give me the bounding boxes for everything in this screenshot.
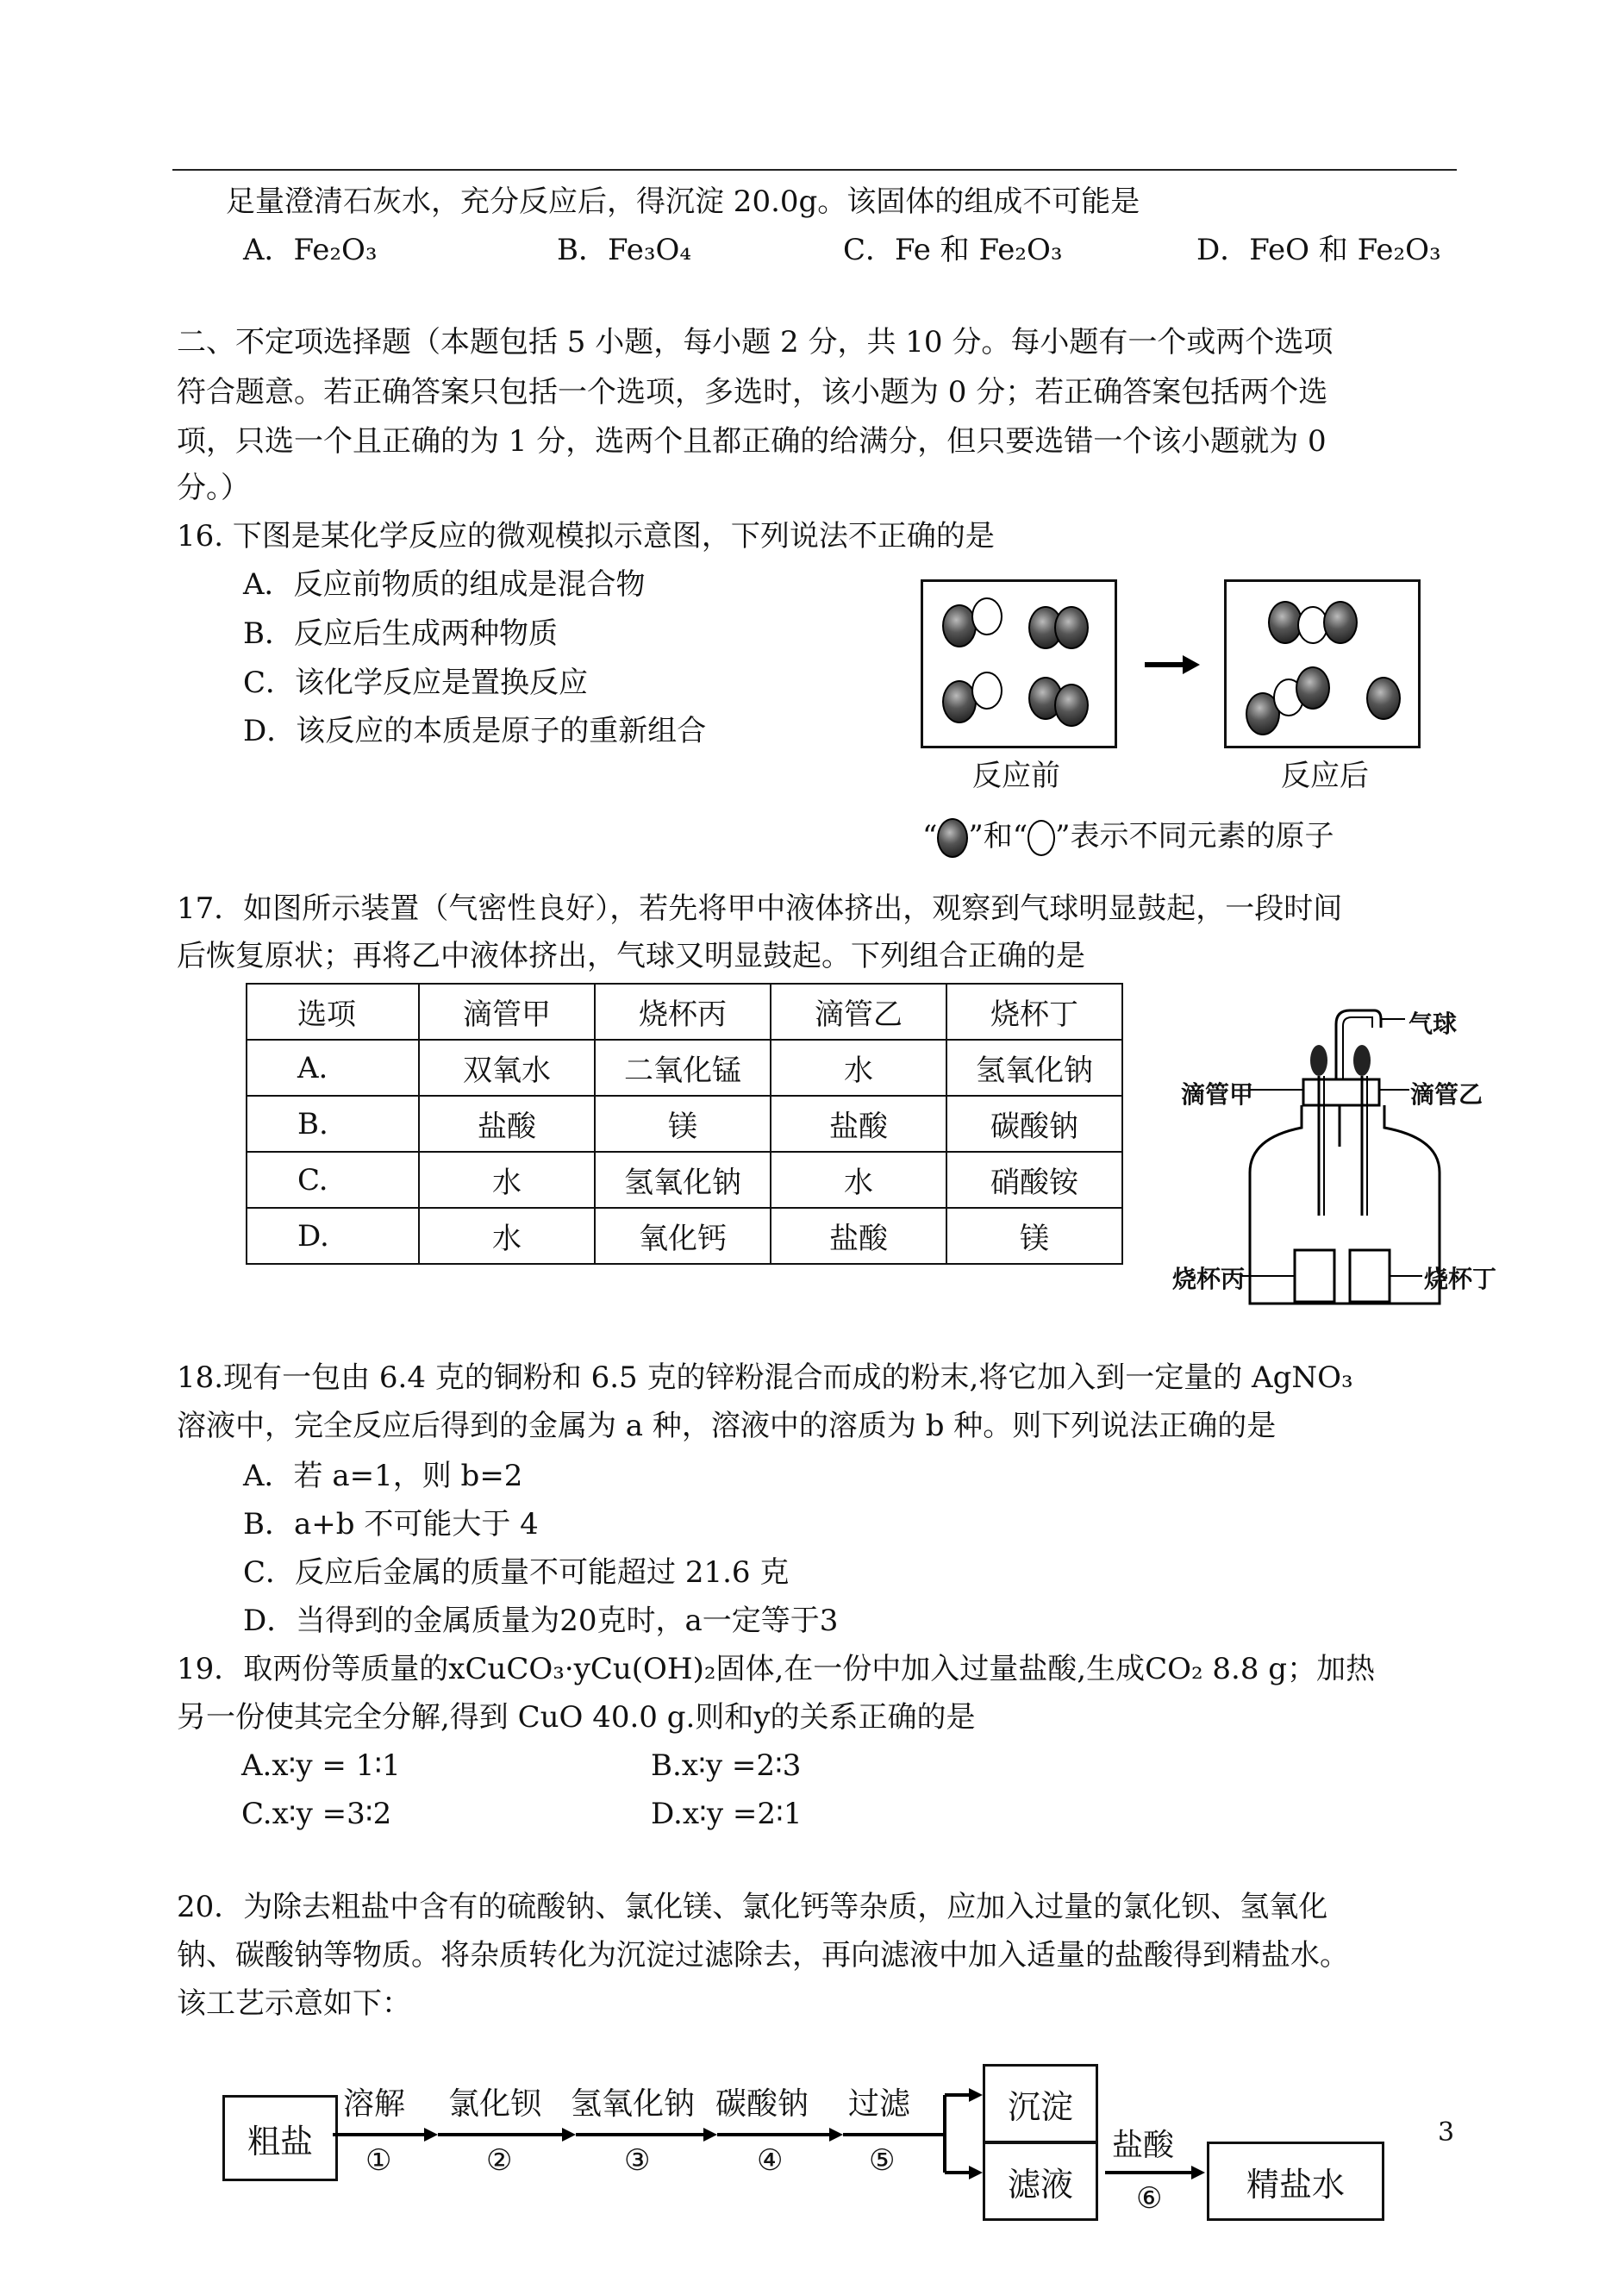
label-before: 反应前 <box>972 759 1060 793</box>
table-cell: 水 <box>419 1152 595 1208</box>
q17-stem-2: 后恢复原状；再将乙中液体挤出，气球又明显鼓起。下列组合正确的是 <box>177 939 1085 973</box>
table-cell: 盐酸 <box>771 1096 946 1152</box>
q18-option-c: C．反应后金属的质量不可能超过 21.6 克 <box>243 1555 790 1590</box>
table-cell: 氢氧化钠 <box>946 1040 1122 1096</box>
dark-atom <box>1323 601 1358 644</box>
table-row <box>247 1152 1122 1208</box>
q18-stem-2: 溶液中，完全反应后得到的金属为 a 种，溶液中的溶质为 b 种。则下列说法正确的是 <box>177 1409 1277 1443</box>
table-header-cell: 滴管乙 <box>771 984 946 1040</box>
flow-step-na2co3: 碳酸钠 <box>715 2086 809 2122</box>
q18-option-b: B．a+b 不可能大于 4 <box>243 1507 539 1541</box>
label-balloon: 气球 <box>1409 1010 1458 1038</box>
reaction-before-box <box>921 579 1117 748</box>
table-header-row <box>247 984 1122 1040</box>
q16-option-c: C．该化学反应是置换反应 <box>243 666 589 700</box>
label-beaker-c: 烧杯丙 <box>1172 1265 1246 1293</box>
table-row <box>247 1208 1122 1264</box>
section2-line2: 符合题意。若正确答案只包括一个选项，多选时，该小题为 0 分；若正确答案包括两个选 <box>177 375 1328 410</box>
table-header-cell: 烧杯丁 <box>946 984 1122 1040</box>
dark-atom <box>1054 606 1089 649</box>
q15-option-c: C．Fe 和 Fe₂O₃ <box>843 233 1063 267</box>
q18-option-d: D．当得到的金属质量为20克时，a一定等于3 <box>243 1604 839 1638</box>
table-cell: 水 <box>771 1040 946 1096</box>
flow-step-hcl: 盐酸 <box>1112 2128 1175 2163</box>
q17-options-table <box>246 983 1123 1265</box>
q19-option-a: A.x∶y = 1∶1 <box>241 1748 401 1783</box>
table-cell: A. <box>247 1040 419 1096</box>
reaction-arrow <box>1143 652 1203 678</box>
q19-option-c: C.x∶y =3∶2 <box>241 1797 392 1831</box>
page-number: 3 <box>1438 2117 1455 2148</box>
q19-option-d: D.x∶y =2∶1 <box>651 1797 803 1831</box>
flow-crude-salt: 粗盐 <box>222 2095 338 2181</box>
q18-option-a: A．若 a=1，则 b=2 <box>243 1459 523 1493</box>
table-cell: 水 <box>419 1208 595 1264</box>
table-row <box>247 1040 1122 1096</box>
table-cell: D. <box>247 1208 419 1264</box>
table-header-cell: 烧杯丙 <box>595 984 771 1040</box>
header-rule <box>172 169 1457 171</box>
q19-stem-2: 另一份使其完全分解,得到 CuO 40.0 g.则和y的关系正确的是 <box>177 1700 976 1735</box>
table-cell: B. <box>247 1096 419 1152</box>
label-beaker-d: 烧杯丁 <box>1424 1265 1497 1293</box>
dark-atom-icon <box>937 818 968 858</box>
q19-option-b: B.x∶y =2∶3 <box>651 1748 802 1783</box>
light-atom-icon <box>1027 820 1055 856</box>
q15-stem-tail: 足量澄清石灰水，充分反应后，得沉淀 20.0g。该固体的组成不可能是 <box>226 184 1140 219</box>
flow-num-5: ⑤ <box>869 2143 896 2178</box>
table-row <box>247 1096 1122 1152</box>
table-cell: 盐酸 <box>419 1096 595 1152</box>
section2-line1: 二、不定项选择题（本题包括 5 小题，每小题 2 分，共 10 分。每小题有一个或两个选项 <box>177 325 1334 360</box>
q17-stem-1: 17．如图所示装置（气密性良好），若先将甲中液体挤出，观察到气球明显鼓起，一段时间 <box>177 891 1343 926</box>
label-dropper-b: 滴管乙 <box>1410 1080 1483 1109</box>
label-after: 反应后 <box>1281 759 1369 793</box>
flow-precipitate: 沉淀 <box>983 2064 1098 2143</box>
table-cell: 碳酸钠 <box>946 1096 1122 1152</box>
table-cell: 水 <box>771 1152 946 1208</box>
q15-option-d: D．FeO 和 Fe₂O₃ <box>1196 233 1441 267</box>
q15-option-a: A．Fe₂O₃ <box>243 233 378 267</box>
flow-step-filter: 过滤 <box>848 2086 911 2122</box>
label-dropper-a: 滴管甲 <box>1181 1080 1254 1109</box>
flow-step-naoh: 氢氧化钠 <box>571 2086 696 2122</box>
q15-option-b: B．Fe₃O₄ <box>557 233 691 267</box>
table-cell: 氧化钙 <box>595 1208 771 1264</box>
reaction-after-box <box>1224 579 1421 748</box>
q16-legend: “ ”和“ ”表示不同元素的原子 <box>922 817 1334 858</box>
flow-filtrate: 滤液 <box>983 2142 1098 2221</box>
table-cell: 硝酸铵 <box>946 1152 1122 1208</box>
section2-line3: 项，只选一个且正确的为 1 分，选两个且都正确的给满分，但只要选错一个该小题就为 0 <box>177 424 1327 459</box>
flow-num-2: ② <box>486 2143 513 2178</box>
flow-num-1: ① <box>365 2143 392 2178</box>
flow-refined-brine: 精盐水 <box>1207 2142 1384 2221</box>
q20-stem-2: 钠、碳酸钠等物质。将杂质转化为沉淀过滤除去，再向滤液中加入适量的盐酸得到精盐水。 <box>177 1938 1349 1973</box>
dark-atom <box>1054 684 1089 727</box>
q16-stem: 16. 下图是某化学反应的微观模拟示意图，下列说法不正确的是 <box>177 519 995 553</box>
light-atom <box>971 597 1003 635</box>
table-cell: 双氧水 <box>419 1040 595 1096</box>
table-cell: C. <box>247 1152 419 1208</box>
table-cell: 二氧化锰 <box>595 1040 771 1096</box>
table-cell: 氢氧化钠 <box>595 1152 771 1208</box>
flow-step-bacl2: 氯化钡 <box>448 2086 542 2122</box>
q20-stem-3: 该工艺示意如下： <box>177 1986 411 2021</box>
q16-option-d: D．该反应的本质是原子的重新组合 <box>243 714 707 748</box>
flow-num-4: ④ <box>757 2143 784 2178</box>
q19-stem-1: 19．取两份等质量的xCuCO₃·yCu(OH)₂固体,在一份中加入过量盐酸,生成CO₂ 8.8 g；加热 <box>177 1652 1376 1686</box>
q20-stem-1: 20．为除去粗盐中含有的硫酸钠、氯化镁、氯化钙等杂质，应加入过量的氯化钡、氢氧化 <box>177 1890 1328 1924</box>
dark-atom <box>1366 677 1401 720</box>
table-cell: 盐酸 <box>771 1208 946 1264</box>
table-header-cell: 滴管甲 <box>419 984 595 1040</box>
flow-num-3: ③ <box>624 2143 651 2178</box>
flow-num-6: ⑥ <box>1136 2181 1163 2216</box>
flow-step-dissolve: 溶解 <box>343 2086 406 2122</box>
q16-option-b: B．反应后生成两种物质 <box>243 616 558 651</box>
table-cell: 镁 <box>946 1208 1122 1264</box>
section2-line4: 分。） <box>177 471 250 505</box>
light-atom <box>971 672 1003 710</box>
dark-atom <box>1296 666 1330 710</box>
q16-option-a: A．反应前物质的组成是混合物 <box>243 567 646 602</box>
q18-stem-1: 18.现有一包由 6.4 克的铜粉和 6.5 克的锌粉混合而成的粉末,将它加入到一定量的 AgNO₃ <box>177 1360 1353 1395</box>
table-cell: 镁 <box>595 1096 771 1152</box>
table-header-cell: 选项 <box>247 984 419 1040</box>
